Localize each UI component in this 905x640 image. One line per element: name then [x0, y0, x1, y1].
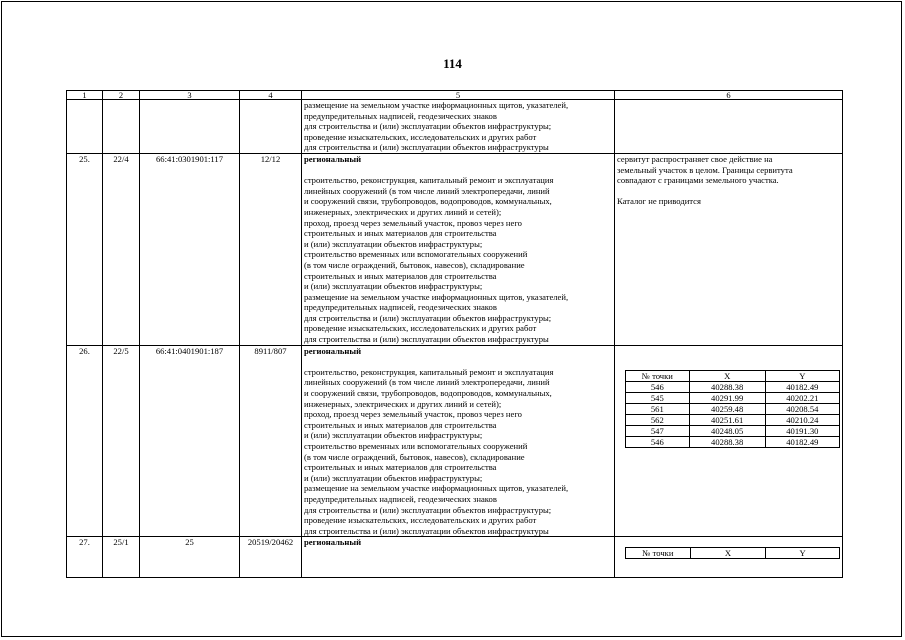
header-col-5: 5 [302, 91, 615, 100]
use-line: проход, проезд через земельный участок, провоз через него [304, 409, 522, 420]
point-header: № точки [626, 370, 690, 381]
use-line: размещение на земельном участке информационных щитов, указателей, [304, 100, 569, 110]
use-line: и (или) эксплуатации объектов инфраструктуры; [304, 281, 483, 292]
servitude-uses [302, 537, 615, 578]
use-line: для строительства и (или) эксплуатации объектов инфраструктуры; [304, 312, 552, 323]
coordinate-row [626, 381, 840, 392]
coordinate-row [626, 403, 840, 414]
row-code: 25/1 [103, 537, 140, 578]
use-line: предупредительных надписей, геодезических знаков [304, 110, 497, 121]
page-number: 114 [443, 56, 462, 71]
use-line: (в том числе ограждений, бытовок, навесов), складирование [304, 259, 525, 270]
use-line: проведение изыскательских, исследовательских и других работ [304, 515, 537, 526]
header-col-1: 1 [67, 91, 103, 100]
x-header: X [689, 370, 765, 381]
servitude-kind: региональный [304, 345, 362, 356]
coordinates-header [626, 370, 840, 381]
servitude-uses [302, 345, 615, 537]
x-value: 40288.38 [689, 436, 765, 447]
servitude-kind: региональный [304, 153, 362, 164]
x-value: 40248.05 [689, 425, 765, 436]
use-line: и (или) эксплуатации объектов инфраструктуры; [304, 430, 483, 441]
continuation-row [67, 100, 843, 154]
coordinate-row [626, 425, 840, 436]
area-value: 20519/20462 [240, 537, 302, 578]
cadastral-number: 25 [140, 537, 240, 578]
use-line: (в том числе ограждений, бытовок, навесов), складирование [304, 451, 525, 462]
row-number: 27. [67, 537, 103, 578]
use-line: предупредительных надписей, геодезических знаков [304, 302, 497, 313]
point-header: № точки [626, 548, 691, 559]
servitude-uses [302, 153, 615, 345]
note-line: совпадают с границами земельного участка. [617, 175, 779, 186]
coordinates-cell [615, 537, 843, 578]
use-line: инженерных, электрических и других линий и сетей); [304, 398, 502, 409]
use-line: линейных сооружений (в том числе линий электропередачи, линий [304, 377, 550, 388]
point-id: 561 [626, 403, 690, 414]
table-row [67, 153, 843, 345]
x-value: 40291.99 [689, 392, 765, 403]
cadastral-number: 66:41:0301901:117 [140, 153, 240, 345]
row-code: 22/5 [103, 345, 140, 537]
use-line: инженерных, электрических и других линий и сетей); [304, 206, 502, 217]
note-line: сервитут распространяет свое действие на [617, 153, 773, 164]
coordinates-table [625, 370, 840, 448]
use-line: строительных и иных материалов для строительства [304, 228, 497, 239]
use-line: для строительства и (или) эксплуатации объектов инфраструктуры [304, 142, 549, 153]
header-col-2: 2 [103, 91, 140, 100]
y-value: 40191.30 [765, 425, 839, 436]
y-value: 40208.54 [765, 403, 839, 414]
area-value: 12/12 [240, 153, 302, 345]
use-line: строительных и иных материалов для строительства [304, 419, 497, 430]
coordinates-cell [615, 345, 843, 537]
row-number: 25. [67, 153, 103, 345]
row-code: 22/4 [103, 153, 140, 345]
row-number: 26. [67, 345, 103, 537]
servitude-note [615, 153, 843, 345]
use-line: и сооружений связи, трубопроводов, водопроводов, коммунальных, [304, 388, 552, 399]
use-line: строительных и иных материалов для строительства [304, 462, 497, 473]
use-line: размещение на земельном участке информационных щитов, указателей, [304, 291, 569, 302]
x-header: X [690, 548, 766, 559]
table-row [67, 345, 843, 537]
use-line: размещение на земельном участке информационных щитов, указателей, [304, 483, 569, 494]
use-line: проход, проезд через земельный участок, провоз через него [304, 217, 522, 228]
use-line: и (или) эксплуатации объектов инфраструктуры; [304, 238, 483, 249]
use-line: для строительства и (или) эксплуатации объектов инфраструктуры [304, 334, 549, 345]
use-line: строительство временных или вспомогательных сооружений [304, 441, 528, 451]
use-line: строительство временных или вспомогательных сооружений [304, 249, 528, 260]
coordinates-table [625, 547, 840, 559]
y-value: 40182.49 [765, 381, 839, 392]
y-header: Y [765, 370, 839, 381]
use-line: для строительства и (или) эксплуатации объектов инфраструктуры; [304, 504, 552, 515]
use-line: строительство, реконструкция, капитальный ремонт и эксплуатация [304, 366, 554, 377]
coordinate-row [626, 436, 840, 447]
use-line: линейных сооружений (в том числе линий электропередачи, линий [304, 185, 550, 196]
point-id: 545 [626, 392, 690, 403]
continuation-uses [302, 100, 615, 154]
point-id: 546 [626, 381, 690, 392]
area-value: 8911/807 [240, 345, 302, 537]
y-value: 40210.24 [765, 414, 839, 425]
coordinates-header [626, 548, 840, 559]
header-col-6: 6 [615, 91, 843, 100]
x-value: 40259.48 [689, 403, 765, 414]
header-col-4: 4 [240, 91, 302, 100]
x-value: 40288.38 [689, 381, 765, 392]
use-line: и сооружений связи, трубопроводов, водопроводов, коммунальных, [304, 196, 552, 207]
use-line: проведение изыскательских, исследовательских и других работ [304, 131, 537, 142]
use-line: проведение изыскательских, исследовательских и других работ [304, 323, 537, 334]
note-line: земельный участок в целом. Границы сервитута [617, 164, 793, 175]
y-value: 40182.49 [765, 436, 839, 447]
catalog-note: Каталог не приводится [617, 196, 701, 207]
table-row [67, 537, 843, 578]
use-line: для строительства и (или) эксплуатации объектов инфраструктуры [304, 525, 549, 536]
servitude-kind: региональный [304, 537, 362, 548]
x-value: 40251.61 [689, 414, 765, 425]
y-header: Y [766, 548, 840, 559]
coordinate-row [626, 414, 840, 425]
use-line: строительных и иных материалов для строительства [304, 270, 497, 281]
header-row [67, 91, 843, 100]
use-line: строительство, реконструкция, капитальный ремонт и эксплуатация [304, 175, 554, 186]
coordinate-row [626, 392, 840, 403]
header-col-3: 3 [140, 91, 240, 100]
use-line: и (или) эксплуатации объектов инфраструктуры; [304, 472, 483, 483]
use-line: для строительства и (или) эксплуатации объектов инфраструктуры; [304, 121, 552, 132]
servitude-table [66, 90, 843, 578]
point-id: 546 [626, 436, 690, 447]
point-id: 562 [626, 414, 690, 425]
y-value: 40202.21 [765, 392, 839, 403]
cadastral-number: 66:41:0401901:187 [140, 345, 240, 537]
point-id: 547 [626, 425, 690, 436]
use-line: предупредительных надписей, геодезических знаков [304, 493, 497, 504]
